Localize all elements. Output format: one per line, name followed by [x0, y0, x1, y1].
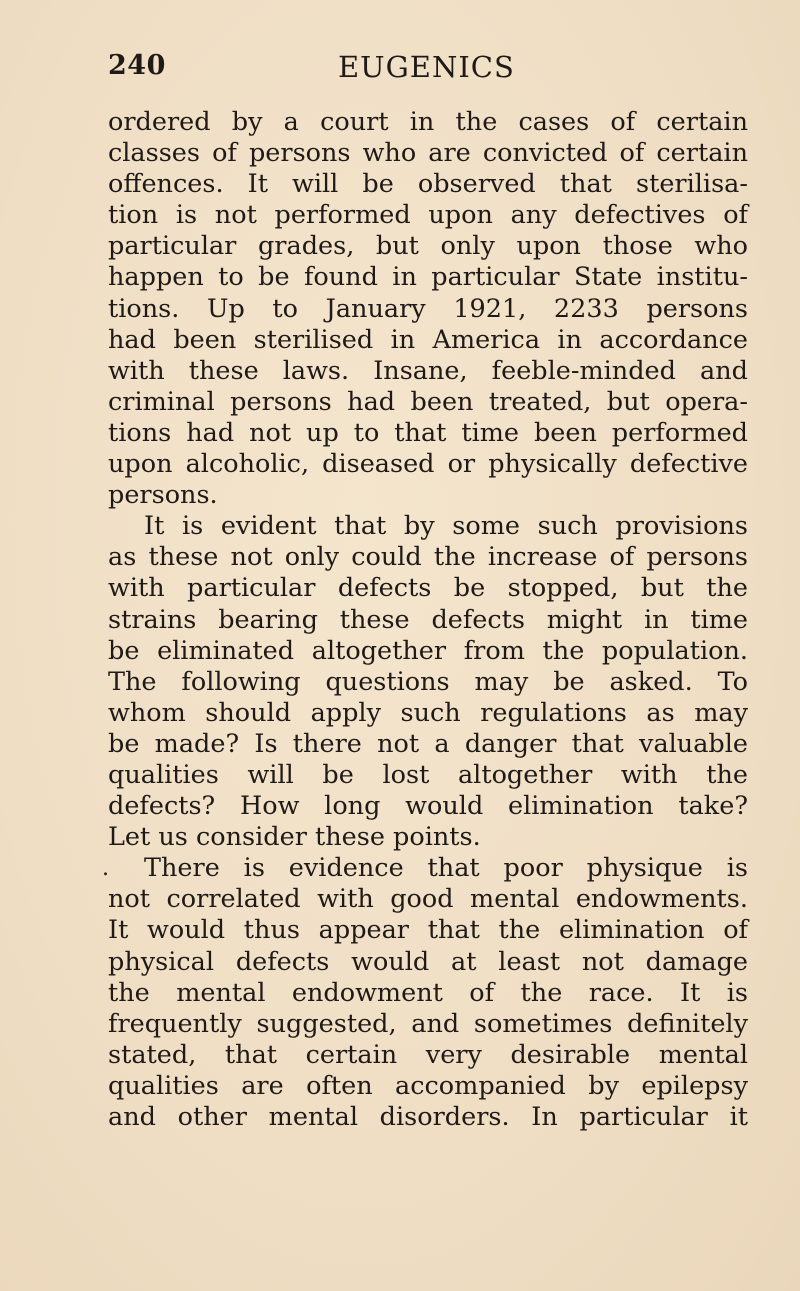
- text-line: qualities are often accompanied by epilepsy: [108, 1070, 748, 1101]
- text-line: and other mental disorders. In particular it: [108, 1102, 748, 1132]
- paragraph-start-line: [102, 853, 748, 884]
- text-line: happen to be found in particular State institu-: [108, 262, 748, 293]
- text-line: ordered by a court in the cases of certain: [108, 107, 748, 137]
- text-line: frequently suggested, and sometimes definitely: [108, 1008, 748, 1039]
- body-text: [102, 107, 748, 1133]
- page-number: 240: [108, 50, 166, 81]
- text-line: It would thus appear that the elimination of: [108, 915, 748, 946]
- text-line: defects? How long would elimination take?: [108, 791, 748, 822]
- text-line: as these not only could the increase of persons: [108, 542, 748, 573]
- text-line: the mental endowment of the race. It is: [108, 977, 748, 1008]
- book-title: EUGENICS: [338, 50, 515, 84]
- text-line: had been sterilised in America in accordance: [108, 324, 748, 355]
- text-line: criminal persons had been treated, but opera-: [108, 386, 748, 417]
- text-line: with these laws. Insane, feeble-minded and: [108, 355, 748, 386]
- text-line: stated, that certain very desirable mental: [108, 1039, 748, 1070]
- text-line: qualities will be lost altogether with the: [108, 759, 748, 790]
- text-line: strains bearing these defects might in time: [108, 604, 748, 635]
- text-line: be made? Is there not a danger that valuable: [108, 728, 748, 759]
- text-line: be eliminated altogether from the population.: [108, 635, 748, 666]
- paragraph-start-line: It is evident that by some such provisions: [144, 511, 748, 542]
- text-line: upon alcoholic, diseased or physically defective: [108, 449, 748, 480]
- text-line: not correlated with good mental endowments.: [108, 884, 748, 915]
- text-line: physical defects would at least not damage: [108, 946, 748, 977]
- paragraph-end-line: persons.: [108, 480, 218, 511]
- text-line: offences. It will be observed that sterilisa-: [108, 169, 748, 200]
- text-line: tions had not up to that time been performed: [108, 417, 748, 448]
- text-line: tion is not performed upon any defectives of: [108, 200, 748, 231]
- text-line: whom should apply such regulations as may: [108, 697, 748, 728]
- text-line: particular grades, but only upon those who: [108, 231, 748, 262]
- stray-mark: .: [102, 856, 109, 882]
- paragraph-start-text: There is evidence that poor physique is: [144, 853, 748, 884]
- running-head: [108, 50, 743, 90]
- text-line: classes of persons who are convicted of certain: [108, 138, 748, 169]
- text-line: tions. Up to January 1921, 2233 persons: [108, 293, 748, 324]
- text-line: The following questions may be asked. To: [108, 666, 748, 697]
- text-line: with particular defects be stopped, but the: [108, 573, 748, 604]
- paragraph-end-line: Let us consider these points.: [108, 822, 481, 853]
